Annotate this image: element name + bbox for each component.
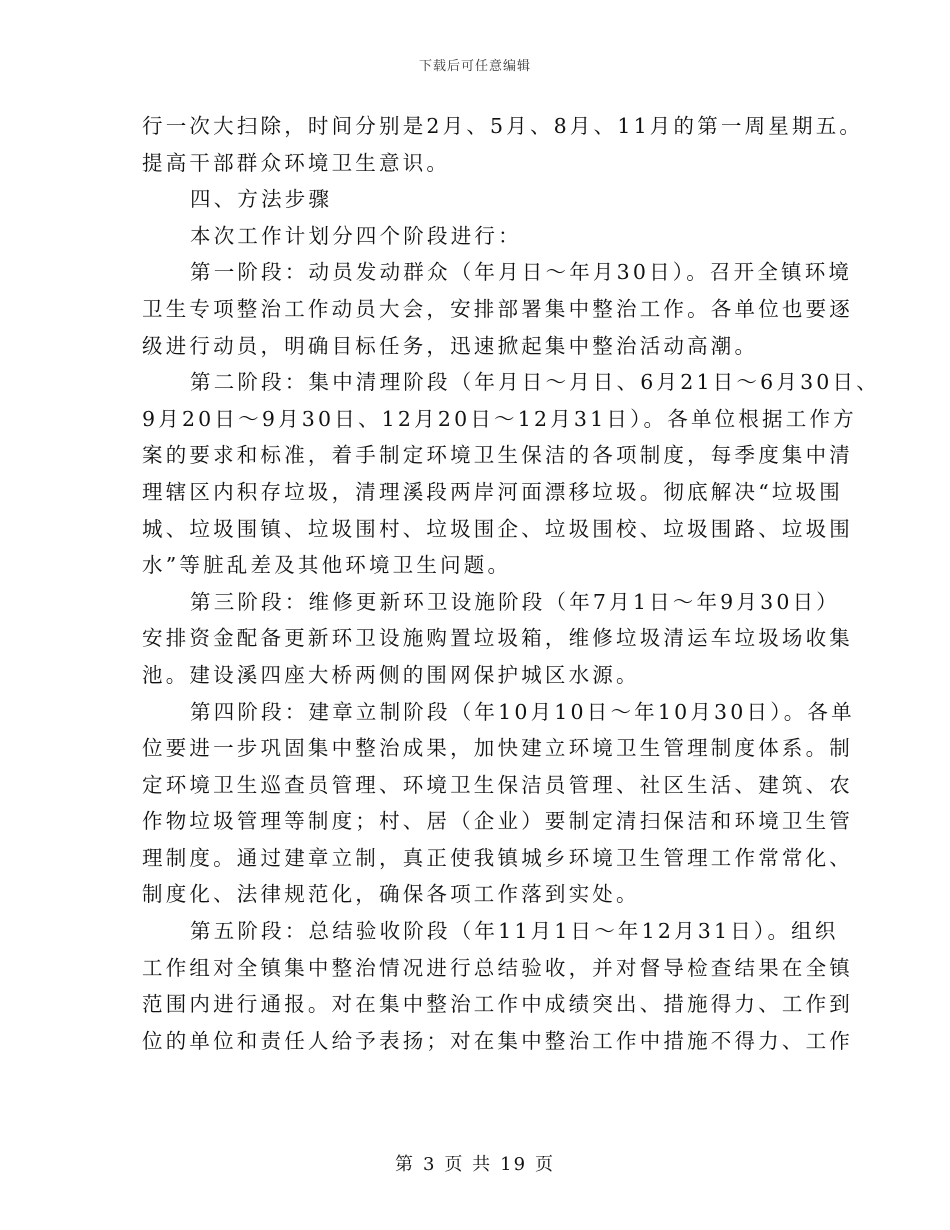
text-line: 理制度。通过建章立制，真正使我镇城乡环境卫生管理工作常常化、	[142, 845, 853, 870]
current-page-number: 3	[422, 1154, 437, 1175]
text-line: 9月20日～9月30日、12月20日～12月31日）。各单位根据工作方	[142, 406, 857, 431]
text-line: 提高干部群众环境卫生意识。	[142, 150, 451, 175]
footer-suffix: 页	[535, 1154, 556, 1175]
text-line: 案的要求和标准，着手制定环境卫生保洁的各项制度，每季度集中清	[142, 443, 853, 468]
text-line: 第四阶段：建章立制阶段（年10月10日～年10月30日）。各单	[190, 699, 855, 724]
header-note: 下载后可任意编辑	[418, 59, 531, 74]
text-line: 定环境卫生巡查员管理、环境卫生保洁员管理、社区生活、建筑、农	[142, 772, 853, 797]
text-line: 第二阶段：集中清理阶段（年月日～月日、6月21日～6月30日、	[190, 370, 880, 395]
text-line: 位要进一步巩固集中整治成果，加快建立环境卫生管理制度体系。制	[142, 736, 853, 761]
text-line: 制度化、法律规范化，确保各项工作落到实处。	[142, 882, 640, 907]
text-line: 范围内进行通报。对在集中整治工作中成绩突出、措施得力、工作到	[142, 992, 853, 1017]
page-footer	[0, 1150, 950, 1176]
text-line: 城、垃圾围镇、垃圾围村、垃圾围企、垃圾围校、垃圾围路、垃圾围	[142, 516, 853, 541]
text-line: 本次工作计划分四个阶段进行：	[190, 223, 522, 248]
text-line: 作物垃圾管理等制度；村、居（企业）要制定清扫保洁和环境卫生管	[142, 809, 853, 834]
text-line: 第五阶段：总结验收阶段（年11月1日～年12月31日）。组织	[190, 919, 839, 944]
text-line: 水”等脏乱差及其他环境卫生问题。	[142, 553, 512, 578]
total-pages-number: 19	[500, 1154, 528, 1175]
text-line: 级进行动员，明确目标任务，迅速掀起集中整治活动高潮。	[142, 333, 759, 358]
text-line: 池。建设溪四座大桥两侧的围网保护城区水源。	[142, 662, 640, 687]
text-line: 第三阶段：维修更新环卫设施阶段（年7月1日～年9月30日）	[190, 589, 841, 614]
text-line: 安排资金配备更新环卫设施购置垃圾箱，维修垃圾清运车垃圾场收集	[142, 626, 853, 651]
text-line: 理辖区内积存垃圾，清理溪段两岸河面漂移垃圾。彻底解决“垃圾围	[142, 479, 843, 504]
text-line: 工作组对全镇集中整治情况进行总结验收，并对督导检查结果在全镇	[142, 955, 853, 980]
text-line: 卫生专项整治工作动员大会，安排部署集中整治工作。各单位也要逐	[142, 296, 853, 321]
text-line: 位的单位和责任人给予表扬；对在集中整治工作中措施不得力、工作	[142, 1028, 853, 1053]
footer-prefix: 第	[394, 1154, 415, 1175]
document-body	[142, 108, 880, 1059]
text-line: 第一阶段：动员发动群众（年月日～年月30日）。召开全镇环境	[190, 260, 853, 285]
text-line: 行一次大扫除，时间分别是2月、5月、8月、11月的第一周星期五。	[142, 114, 864, 138]
footer-middle: 页 共	[444, 1154, 493, 1175]
text-line: 四、方法步骤	[190, 187, 333, 212]
